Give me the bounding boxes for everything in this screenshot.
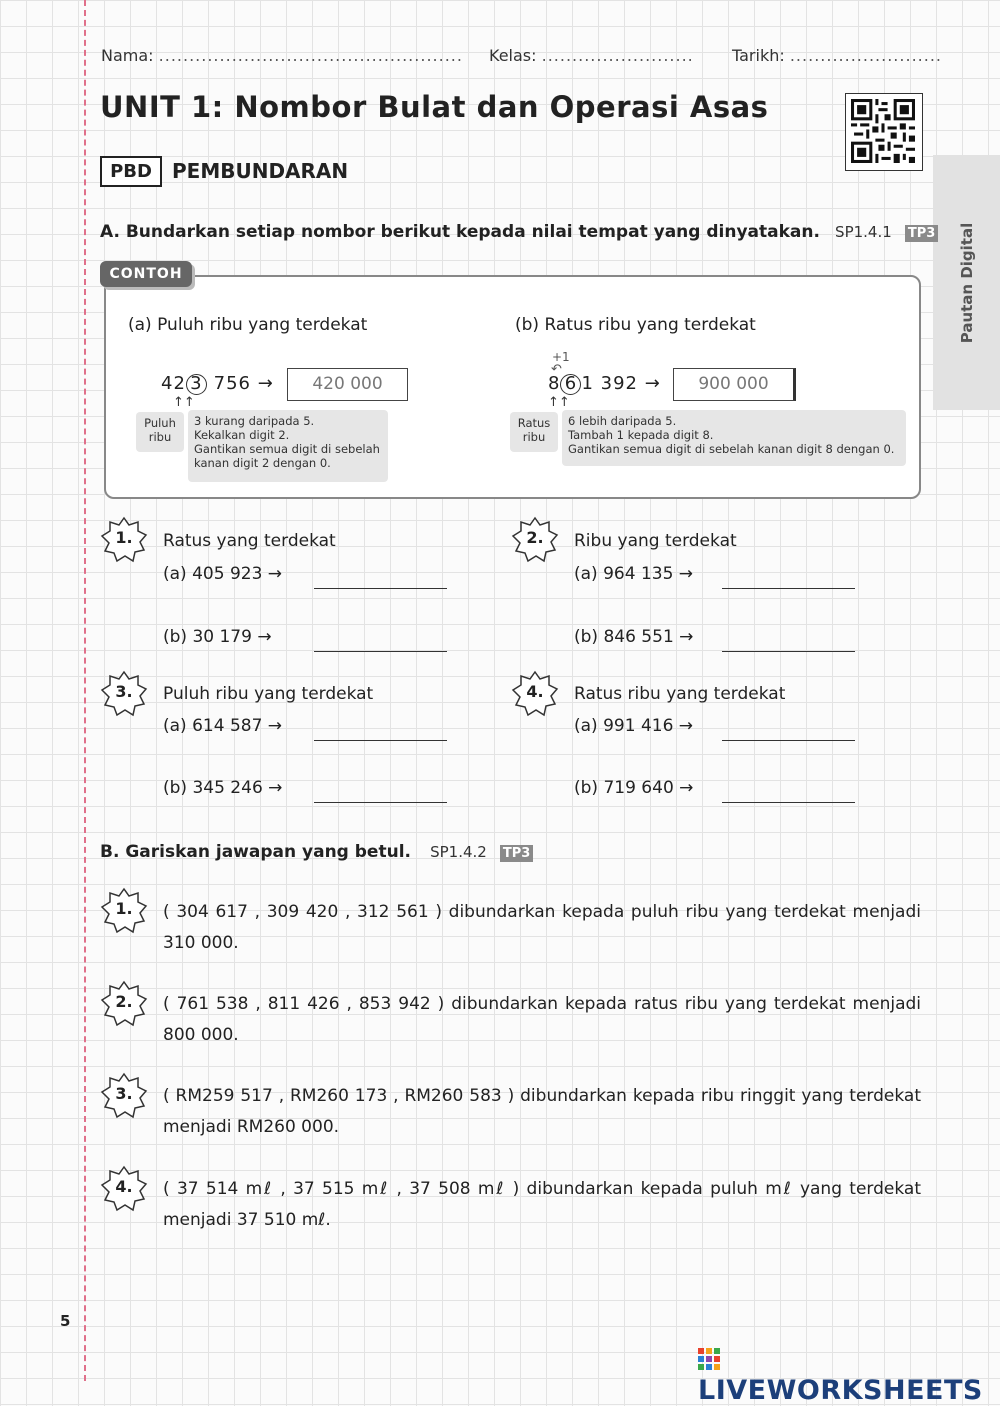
example-a-circled-digit: 3 — [186, 374, 207, 395]
date-dots: ......................... — [789, 46, 942, 65]
a2-part-b: (b) 846 551 → — [574, 627, 694, 647]
example-b-place-note: Ratus ribu — [510, 412, 558, 452]
date-label: Tarikh: — [732, 46, 785, 65]
a4-part-a: (a) 991 416 → — [574, 716, 694, 736]
a3-part-b: (b) 345 246 → — [163, 778, 283, 798]
example-a-label: (a) Puluh ribu yang terdekat — [128, 315, 368, 335]
example-a-num-post: 756 → — [206, 373, 274, 394]
example-b-num-post: 1 392 → — [581, 373, 661, 394]
a4-answer-b[interactable] — [722, 783, 855, 803]
a4-title: Ratus ribu yang terdekat — [574, 684, 786, 704]
example-a-answer: 420 000 — [287, 368, 408, 401]
a1-part-a: (a) 405 923 → — [163, 564, 283, 584]
plus-one-label: +1 — [552, 350, 570, 364]
question-number: 2. — [115, 992, 133, 1011]
example-a-num-pre: 42 — [161, 373, 186, 394]
question-number: 3. — [115, 1084, 133, 1103]
question-number: 2. — [526, 528, 544, 547]
margin-line — [84, 0, 86, 1381]
curved-arrow-icon: ↶ — [551, 362, 562, 377]
liveworksheets-logo-icon — [698, 1348, 720, 1370]
a1-answer-a[interactable] — [314, 569, 447, 589]
a3-answer-b[interactable] — [314, 783, 447, 803]
a1-title: Ratus yang terdekat — [163, 531, 336, 551]
name-field — [101, 46, 463, 65]
name-label: Nama: — [101, 46, 154, 65]
example-a-number — [161, 373, 274, 395]
section-b-heading — [100, 842, 533, 862]
class-field — [489, 46, 694, 65]
a3-title: Puluh ribu yang terdekat — [163, 684, 374, 704]
question-badge — [101, 670, 147, 716]
a3-part-a: (a) 614 587 → — [163, 716, 283, 736]
question-badge — [512, 670, 558, 716]
question-number: 1. — [115, 528, 133, 547]
a1-part-b: (b) 30 179 → — [163, 627, 272, 647]
a4-answer-a[interactable] — [722, 721, 855, 741]
section-a-sp: SP1.4.1 — [835, 223, 892, 241]
arrow-up-icon: ↑↑ — [173, 395, 195, 410]
b1-text[interactable]: ( 304 617 , 309 420 , 312 561 ) dibundarkan kepada puluh ribu yang terdekat menjadi 310 000. — [163, 902, 921, 953]
section-a-tp: TP3 — [905, 225, 938, 242]
unit-title: UNIT 1: Nombor Bulat dan Operasi Asas — [100, 90, 769, 124]
section-b-title: B. Gariskan jawapan yang betul. — [100, 842, 411, 862]
page-number: 5 — [60, 1312, 71, 1330]
name-dots: .................................................. — [158, 46, 463, 65]
example-a-note: 3 kurang daripada 5. Kekalkan digit 2. Gantikan semua digit di sebelah kanan digit 2 dengan 0. — [188, 410, 388, 482]
a2-part-a: (a) 964 135 → — [574, 564, 694, 584]
question-badge — [101, 1072, 147, 1118]
question-badge — [101, 516, 147, 562]
section-a-heading — [100, 222, 938, 242]
pbd-badge: PBD — [100, 156, 162, 187]
example-b-note: 6 lebih daripada 5. Tambah 1 kepada digit 8. Gantikan semua digit di sebelah kanan digit 8 dengan 0. — [562, 410, 906, 466]
example-b-number — [548, 373, 661, 395]
question-number: 3. — [115, 682, 133, 701]
section-b-sp: SP1.4.2 — [430, 843, 487, 861]
pbd-title: PEMBUNDARAN — [172, 159, 349, 183]
b3-text[interactable]: ( RM259 517 , RM260 173 , RM260 583 ) dibundarkan kepada ribu ringgit yang terdekat menjadi RM260 000. — [163, 1086, 921, 1137]
question-badge — [512, 516, 558, 562]
section-b-tp: TP3 — [500, 845, 533, 862]
question-number: 1. — [115, 899, 133, 918]
example-a-place-note: Puluh ribu — [136, 412, 184, 452]
question-badge — [101, 980, 147, 1026]
qr-code[interactable] — [845, 93, 923, 171]
a4-part-b: (b) 719 640 → — [574, 778, 694, 798]
example-b-answer: 900 000 — [673, 368, 796, 401]
date-field — [732, 46, 942, 65]
digital-link-tab[interactable] — [933, 155, 1000, 410]
liveworksheets-logo-text: LIVEWORKSHEETS — [698, 1375, 983, 1406]
section-a-title: A. Bundarkan setiap nombor berikut kepada nilai tempat yang dinyatakan. — [100, 222, 820, 242]
class-label: Kelas: — [489, 46, 537, 65]
class-dots: ......................... — [541, 46, 694, 65]
arrow-up-icon: ↑↑ — [548, 395, 570, 410]
qr-code-icon — [851, 99, 915, 163]
digital-link-label: Pautan Digital — [957, 222, 976, 343]
question-badge — [101, 1165, 147, 1211]
example-label: CONTOH — [100, 261, 192, 287]
example-b-circled-digit: 6 — [560, 374, 581, 395]
b2-text[interactable]: ( 761 538 , 811 426 , 853 942 ) dibundarkan kepada ratus ribu yang terdekat menjadi 800 000. — [163, 994, 921, 1045]
a3-answer-a[interactable] — [314, 721, 447, 741]
question-number: 4. — [526, 682, 544, 701]
example-b-num-pre: 8 — [548, 373, 561, 394]
a1-answer-b[interactable] — [314, 632, 447, 652]
question-badge — [101, 887, 147, 933]
question-number: 4. — [115, 1177, 133, 1196]
example-b-label: (b) Ratus ribu yang terdekat — [515, 315, 756, 335]
a2-answer-a[interactable] — [722, 569, 855, 589]
a2-answer-b[interactable] — [722, 632, 855, 652]
a2-title: Ribu yang terdekat — [574, 531, 737, 551]
b4-text[interactable]: ( 37 514 mℓ , 37 515 mℓ , 37 508 mℓ ) dibundarkan kepada puluh mℓ yang terdekat menjadi 37 510 mℓ. — [163, 1179, 921, 1230]
liveworksheets-logo[interactable] — [698, 1344, 1000, 1406]
